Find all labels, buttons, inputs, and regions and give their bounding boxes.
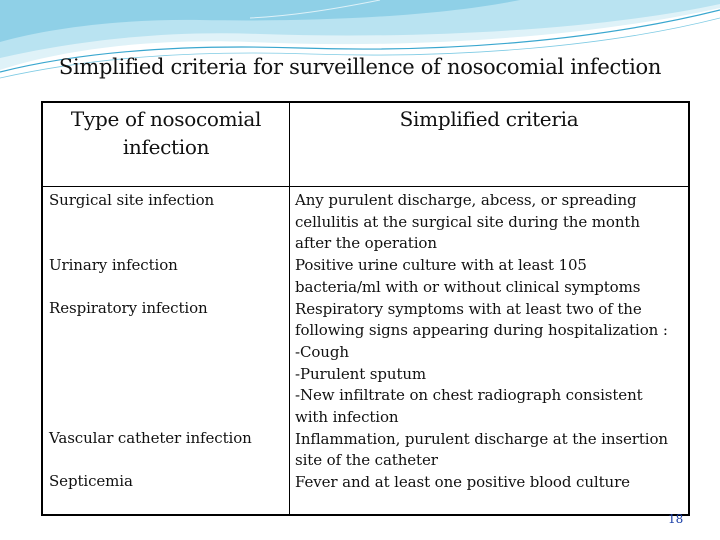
header-divider	[43, 186, 688, 187]
criteria-urinary-line-1: Positive urine culture with at least 105	[295, 256, 587, 275]
criteria-urinary-line-2: bacteria/ml with or without clinical symptoms	[295, 277, 641, 296]
criteria-respiratory-line-3: -Cough	[295, 342, 349, 361]
criteria-vascular-line-2: site of the catheter	[295, 451, 438, 470]
criteria-surgical-line-2: cellulitis at the surgical site during the month	[295, 212, 640, 231]
criteria-respiratory-line-5: -New infiltrate on chest radiograph consistent	[295, 386, 643, 405]
page-number: 18	[668, 512, 684, 526]
criteria-respiratory-line-4: -Purulent sputum	[295, 364, 427, 383]
criteria-surgical-line-1: Any purulent discharge, abcess, or spreading	[295, 191, 637, 209]
header-type-line-1: Type of nosocomial	[70, 107, 262, 131]
criteria-vascular-line-1: Inflammation, purulent discharge at the insertion	[295, 429, 668, 448]
slide-title: Simplified criteria for surveillence of nosocomial infection	[58, 55, 662, 79]
criteria-respiratory-line-2: following signs appearing during hospitalization :	[295, 321, 668, 340]
header-criteria: Simplified criteria	[399, 107, 579, 131]
type-respiratory: Respiratory infection	[49, 299, 208, 317]
criteria-table	[41, 101, 690, 516]
criteria-septicemia-line-1: Fever and at least one positive blood culture	[295, 473, 630, 492]
type-septicemia: Septicemia	[49, 472, 133, 490]
header-type	[43, 103, 289, 186]
header-type-line-2: infection	[122, 135, 210, 159]
criteria-respiratory-line-6: with infection	[295, 408, 399, 427]
criteria-column	[295, 190, 668, 494]
criteria-surgical-line-3: after the operation	[295, 234, 437, 253]
type-vascular-catheter: Vascular catheter infection	[49, 429, 252, 447]
criteria-respiratory-line-1: Respiratory symptoms with at least two of the	[295, 299, 642, 318]
type-surgical-site: Surgical site infection	[49, 191, 215, 209]
type-urinary: Urinary infection	[49, 256, 178, 274]
